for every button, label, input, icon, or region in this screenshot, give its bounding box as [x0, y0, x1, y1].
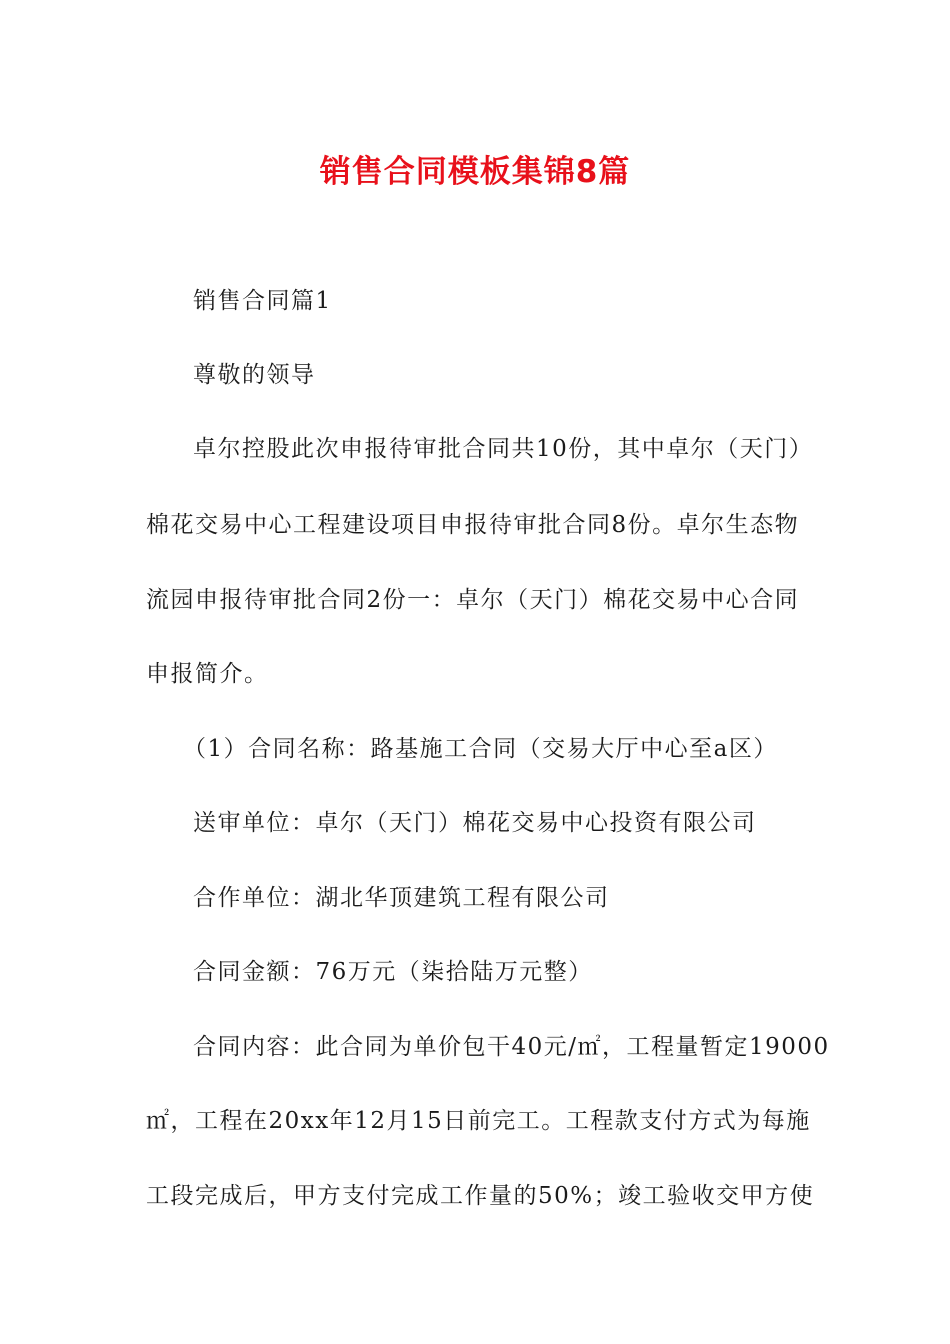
section-heading: 销售合同篇1 [193, 288, 332, 314]
paragraph-line: 卓尔控股此次申报待审批合同共10份，其中卓尔（天门） [193, 436, 814, 462]
paragraph-line: 棉花交易中心工程建设项目申报待审批合同8份。卓尔生态物 [146, 512, 800, 538]
partner-unit-line: 合作单位：湖北华顶建筑工程有限公司 [193, 885, 610, 911]
contract-amount-line: 合同金额：76万元（柒拾陆万元整） [193, 959, 593, 985]
salutation: 尊敬的领导 [193, 362, 316, 388]
contract-content-line: 合同内容：此合同为单价包干40元/㎡，工程量暂定19000 [193, 1034, 830, 1060]
contract-name-line: （1）合同名称：路基施工合同（交易大厅中心至a区） [183, 736, 778, 762]
document-title: 销售合同模板集锦8篇 [319, 154, 631, 190]
paragraph-line: ㎡，工程在20xx年12月15日前完工。工程款支付方式为每施 [146, 1108, 811, 1134]
submitting-unit-line: 送审单位：卓尔（天门）棉花交易中心投资有限公司 [193, 810, 757, 836]
paragraph-line: 流园申报待审批合同2份一：卓尔（天门）棉花交易中心合同 [146, 587, 800, 613]
paragraph-line: 工段完成后，甲方支付完成工作量的50%；竣工验收交甲方使 [146, 1183, 815, 1209]
paragraph-line: 申报简介。 [146, 661, 269, 687]
